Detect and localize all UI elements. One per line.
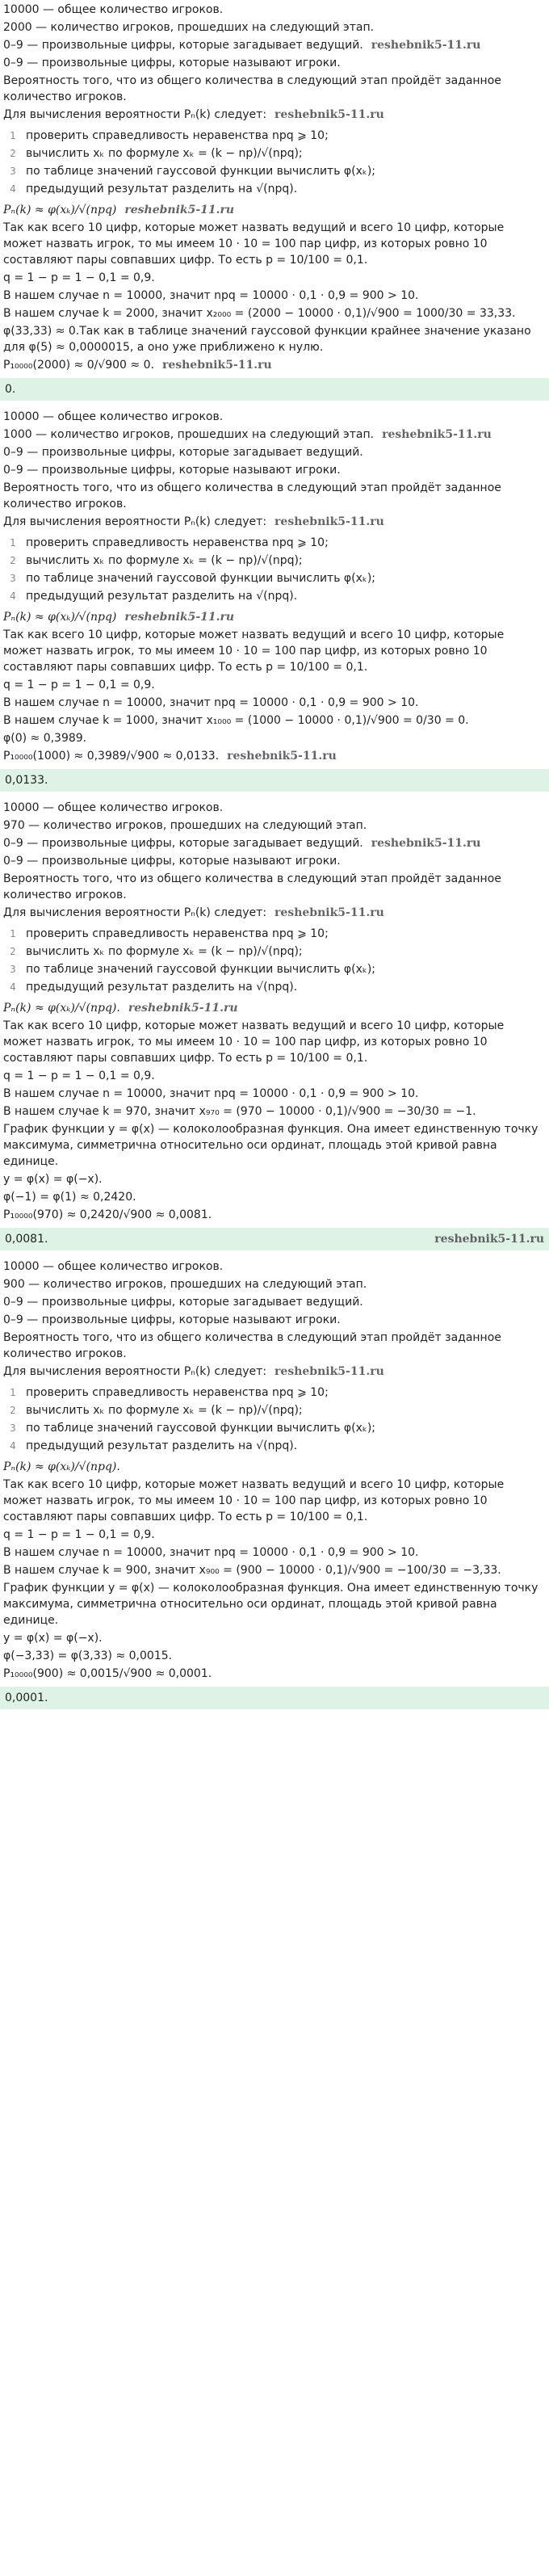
method-step: 2 вычислить xₖ по формуле xₖ = (k − np)/√(npq); — [10, 1404, 303, 1417]
probability-p: Так как всего 10 цифр, которые может назвать ведущий и всего 10 цифр, которые может назвать игрок, то мы имеем 10 · 10 = 100 пар цифр, из которых ровно 10 составляют пары совпавших цифр. То есть p = 10/100 = 0,1. — [3, 221, 505, 267]
answer-text: 0,0133. — [5, 774, 48, 787]
answer-text: 0,0001. — [5, 1691, 48, 1704]
problem-statement: Вероятность того, что из общего количества в следующий этап пройдёт заданное количество игроков. — [3, 1331, 501, 1360]
watermark: reshebnik5-11.ru — [274, 108, 384, 121]
watermark: reshebnik5-11.ru — [274, 1365, 384, 1378]
watermark: reshebnik5-11.ru — [124, 611, 235, 624]
method-step: 4 предыдущий результат разделить на √(npq). — [10, 981, 298, 994]
given-advanced-players: 970 — количество игроков, прошедших на следующий этап. — [3, 819, 367, 832]
document — [0, 2, 549, 1709]
probability-q: q = 1 − p = 1 − 0,1 = 0,9. — [3, 271, 155, 284]
symmetry-line: y = φ(x) = φ(−x). — [3, 1173, 103, 1186]
method-steps — [3, 927, 546, 994]
result-calc: P₁₀₀₀₀(970) ≈ 0,2420/√900 ≈ 0,0081. — [3, 1208, 212, 1221]
watermark: reshebnik5-11.ru — [227, 750, 337, 763]
given-total-players: 10000 — общее количество игроков. — [3, 410, 224, 423]
x-k-calc: В нашем случае k = 900, значит x₉₀₀ = (900 − 10000 · 0,1)/√900 = −100/30 = −3,33. — [3, 1564, 501, 1577]
given-player-digits: 0–9 — произвольные цифры, которые называют игроки. — [3, 464, 341, 477]
method-step: 1 проверить справедливость неравенства npq ⩾ 10; — [10, 536, 329, 549]
gauss-function-note: График функции y = φ(x) — колоколообразная функция. Она имеет единственную точку максимума, симметрична относительно оси ординат, площадь этой кривой равна единице. — [3, 1123, 539, 1168]
formula-line: Pₙ(k) ≈ φ(xₖ)/√(npq). reshebnik5-11.ru — [3, 1002, 238, 1015]
given-player-digits: 0–9 — произвольные цифры, которые называют игроки. — [3, 855, 341, 868]
probability-q: q = 1 − p = 1 − 0,1 = 0,9. — [3, 1069, 155, 1082]
symmetry-line: y = φ(x) = φ(−x). — [3, 1632, 103, 1645]
formula-line: Pₙ(k) ≈ φ(xₖ)/√(npq) reshebnik5-11.ru — [3, 204, 235, 216]
phi-value: φ(0) ≈ 0,3989. — [3, 732, 87, 745]
method-intro: Для вычисления вероятности Pₙ(k) следует: reshebnik5-11.ru — [3, 906, 384, 919]
watermark: reshebnik5-11.ru — [124, 204, 235, 216]
given-host-digits: 0–9 — произвольные цифры, которые загадывает ведущий. — [3, 1296, 363, 1309]
watermark: reshebnik5-11.ru — [382, 428, 492, 441]
watermark: reshebnik5-11.ru — [128, 1002, 238, 1015]
problem-statement: Вероятность того, что из общего количества в следующий этап пройдёт заданное количество игроков. — [3, 74, 501, 103]
watermark: reshebnik5-11.ru — [274, 515, 384, 528]
method-step: 3 по таблице значений гауссовой функции вычислить φ(xₖ); — [10, 572, 376, 585]
solution-section-1 — [0, 2, 549, 373]
phi-value: φ(33,33) ≈ 0.Так как в таблице значений гауссовой функции крайнее значение указано для φ(5) ≈ 0,0000015, а оно уже приближено к нулю. — [3, 325, 531, 354]
answer-band — [0, 769, 549, 792]
method-step: 1 проверить справедливость неравенства npq ⩾ 10; — [10, 927, 329, 940]
x-k-calc: В нашем случае k = 2000, значит x₂₀₀₀ = (2000 − 10000 · 0,1)/√900 = 1000/30 = 33,33. — [3, 307, 516, 320]
method-intro: Для вычисления вероятности Pₙ(k) следует: reshebnik5-11.ru — [3, 515, 384, 528]
probability-p: Так как всего 10 цифр, которые может назвать ведущий и всего 10 цифр, которые может назвать игрок, то мы имеем 10 · 10 = 100 пар цифр, из которых ровно 10 составляют пары совпавших цифр. То есть p = 10/100 = 0,1. — [3, 1478, 505, 1523]
given-host-digits: 0–9 — произвольные цифры, которые загадывает ведущий. reshebnik5-11.ru — [3, 39, 481, 52]
watermark: reshebnik5-11.ru — [161, 359, 272, 372]
gauss-function-note: График функции y = φ(x) — колоколообразная функция. Она имеет единственную точку максимума, симметрична относительно оси ординат, площадь этой кривой равна единице. — [3, 1582, 539, 1627]
formula-line: Pₙ(k) ≈ φ(xₖ)/√(npq) reshebnik5-11.ru — [3, 611, 235, 624]
given-advanced-players: 1000 — количество игроков, прошедших на следующий этап. reshebnik5-11.ru — [3, 428, 492, 441]
method-step: 2 вычислить xₖ по формуле xₖ = (k − np)/√(npq); — [10, 554, 303, 567]
probability-q: q = 1 − p = 1 − 0,1 = 0,9. — [3, 1528, 155, 1541]
method-step: 2 вычислить xₖ по формуле xₖ = (k − np)/√(npq); — [10, 945, 303, 958]
answer-text: 0,0081. — [5, 1233, 48, 1246]
given-host-digits: 0–9 — произвольные цифры, которые загадывает ведущий. reshebnik5-11.ru — [3, 837, 481, 850]
given-total-players: 10000 — общее количество игроков. — [3, 801, 224, 814]
watermark: reshebnik5-11.ru — [371, 837, 481, 850]
npq-check: В нашем случае n = 10000, значит npq = 10000 · 0,1 · 0,9 = 900 > 10. — [3, 1087, 419, 1100]
method-steps — [3, 1386, 546, 1452]
npq-check: В нашем случае n = 10000, значит npq = 10000 · 0,1 · 0,9 = 900 > 10. — [3, 696, 419, 709]
method-step: 3 по таблице значений гауссовой функции вычислить φ(xₖ); — [10, 165, 376, 178]
answer-band — [0, 1687, 549, 1709]
answer-text: 0. — [5, 383, 16, 396]
method-step: 1 проверить справедливость неравенства npq ⩾ 10; — [10, 129, 329, 142]
solution-section-4 — [0, 1259, 549, 1682]
phi-value: φ(−3,33) = φ(3,33) ≈ 0,0015. — [3, 1649, 173, 1662]
method-step: 4 предыдущий результат разделить на √(npq). — [10, 1439, 298, 1452]
solution-section-3 — [0, 800, 549, 1223]
given-player-digits: 0–9 — произвольные цифры, которые называют игроки. — [3, 57, 341, 69]
method-step: 3 по таблице значений гауссовой функции вычислить φ(xₖ); — [10, 1422, 376, 1435]
probability-p: Так как всего 10 цифр, которые может назвать ведущий и всего 10 цифр, которые может назвать игрок, то мы имеем 10 · 10 = 100 пар цифр, из которых ровно 10 составляют пары совпавших цифр. То есть p = 10/100 = 0,1. — [3, 628, 505, 674]
watermark: reshebnik5-11.ru — [371, 39, 481, 52]
method-steps — [3, 536, 546, 603]
result-calc: P₁₀₀₀₀(2000) ≈ 0/√900 ≈ 0. reshebnik5-11.ru — [3, 359, 272, 372]
result-calc: P₁₀₀₀₀(1000) ≈ 0,3989/√900 ≈ 0,0133. reshebnik5-11.ru — [3, 750, 337, 763]
given-player-digits: 0–9 — произвольные цифры, которые называют игроки. — [3, 1313, 341, 1326]
probability-p: Так как всего 10 цифр, которые может назвать ведущий и всего 10 цифр, которые может назвать игрок, то мы имеем 10 · 10 = 100 пар цифр, из которых ровно 10 составляют пары совпавших цифр. То есть p = 10/100 = 0,1. — [3, 1019, 505, 1065]
npq-check: В нашем случае n = 10000, значит npq = 10000 · 0,1 · 0,9 = 900 > 10. — [3, 289, 419, 302]
x-k-calc: В нашем случае k = 1000, значит x₁₀₀₀ = (1000 − 10000 · 0,1)/√900 = 0/30 = 0. — [3, 714, 469, 727]
problem-statement: Вероятность того, что из общего количества в следующий этап пройдёт заданное количество игроков. — [3, 481, 501, 511]
method-step: 1 проверить справедливость неравенства npq ⩾ 10; — [10, 1386, 329, 1399]
answer-band — [0, 1228, 549, 1250]
answer-band — [0, 378, 549, 401]
given-total-players: 10000 — общее количество игроков. — [3, 1260, 224, 1273]
phi-value: φ(−1) = φ(1) ≈ 0,2420. — [3, 1191, 136, 1204]
watermark: reshebnik5-11.ru — [274, 906, 384, 919]
given-host-digits: 0–9 — произвольные цифры, которые загадывает ведущий. — [3, 446, 363, 459]
watermark: reshebnik5-11.ru — [434, 1233, 544, 1246]
method-step: 4 предыдущий результат разделить на √(npq). — [10, 183, 298, 195]
method-intro: Для вычисления вероятности Pₙ(k) следует: reshebnik5-11.ru — [3, 108, 384, 121]
method-steps — [3, 129, 546, 195]
method-intro: Для вычисления вероятности Pₙ(k) следует: reshebnik5-11.ru — [3, 1365, 384, 1378]
given-advanced-players: 900 — количество игроков, прошедших на следующий этап. — [3, 1278, 367, 1291]
method-step: 4 предыдущий результат разделить на √(npq). — [10, 590, 298, 603]
given-total-players: 10000 — общее количество игроков. — [3, 3, 224, 16]
method-step: 3 по таблице значений гауссовой функции вычислить φ(xₖ); — [10, 963, 376, 976]
result-calc: P₁₀₀₀₀(900) ≈ 0,0015/√900 ≈ 0,0001. — [3, 1667, 212, 1680]
given-advanced-players: 2000 — количество игроков, прошедших на следующий этап. — [3, 21, 375, 34]
solution-section-2 — [0, 409, 549, 764]
formula-line: Pₙ(k) ≈ φ(xₖ)/√(npq). — [3, 1460, 120, 1473]
probability-q: q = 1 − p = 1 − 0,1 = 0,9. — [3, 679, 155, 691]
npq-check: В нашем случае n = 10000, значит npq = 10000 · 0,1 · 0,9 = 900 > 10. — [3, 1546, 419, 1559]
x-k-calc: В нашем случае k = 970, значит x₉₇₀ = (970 − 10000 · 0,1)/√900 = −30/30 = −1. — [3, 1105, 476, 1118]
problem-statement: Вероятность того, что из общего количества в следующий этап пройдёт заданное количество игроков. — [3, 872, 501, 901]
method-step: 2 вычислить xₖ по формуле xₖ = (k − np)/√(npq); — [10, 147, 303, 160]
